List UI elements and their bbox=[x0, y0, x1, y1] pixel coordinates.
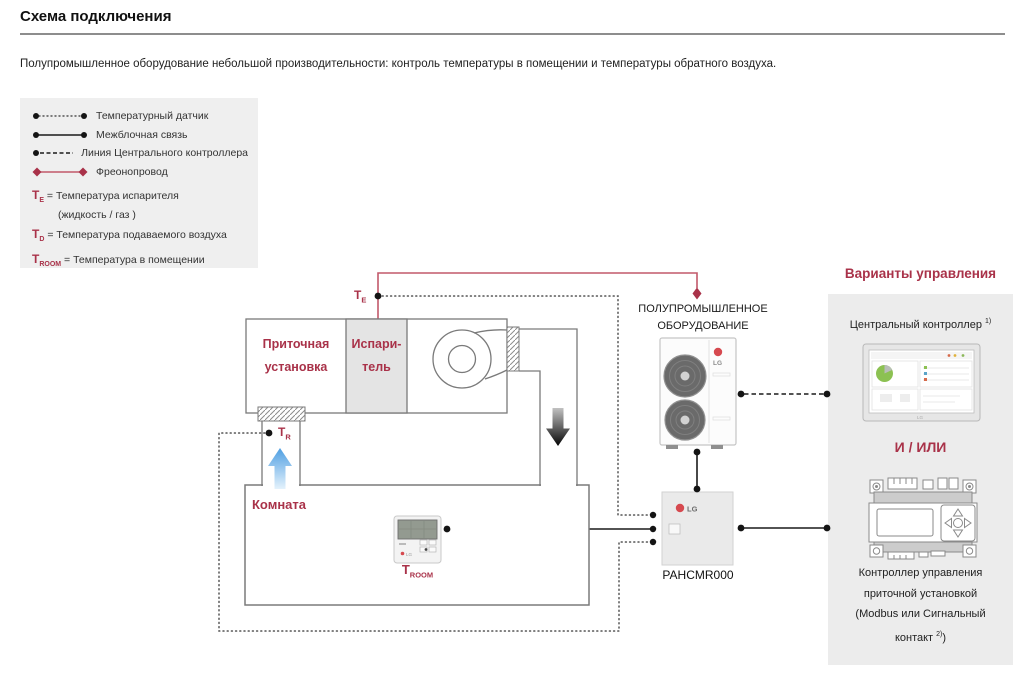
lg-logo-icon bbox=[401, 552, 405, 556]
legend-item-interunit-link bbox=[32, 126, 248, 145]
td-subscript: D bbox=[39, 236, 45, 244]
legend-label: Температурный датчик bbox=[96, 110, 209, 123]
td-definition-text: = Температура подаваемого воздуха bbox=[44, 229, 227, 242]
te-sensor-label: $T_E$ bbox=[354, 288, 367, 305]
legend-item-temperature-sensor bbox=[32, 107, 248, 126]
evaporator-section-label: Испари- тель bbox=[351, 337, 402, 374]
outdoor-fan-bottom bbox=[665, 400, 705, 440]
tr-sensor-dot bbox=[266, 430, 273, 437]
td-symbol: T bbox=[32, 227, 40, 242]
ahu-section-label: Приточная установка bbox=[262, 337, 330, 374]
page-subtitle: Полупромышленное оборудование небольшой производительности: контроль температуры в помещении и температуры обратного воздуха. bbox=[20, 58, 777, 70]
te-subscript: E bbox=[39, 197, 45, 205]
svg-text:LG: LG bbox=[917, 415, 924, 420]
page-title: Схема подключения bbox=[20, 8, 172, 25]
hatch-connector-return bbox=[258, 407, 305, 421]
legend-definitions bbox=[32, 188, 248, 272]
dotted-line-marker bbox=[32, 111, 88, 121]
panel-solid-dot bbox=[824, 525, 831, 532]
airflow-down-arrow bbox=[546, 408, 570, 446]
outdoor-unit-label: ПОЛУПРОМЫШЛЕННОЕ ОБОРУДОВАНИЕ bbox=[638, 303, 768, 332]
hatch-connector-supply bbox=[507, 327, 519, 371]
te-sensor-dot bbox=[375, 293, 382, 300]
troom-sensor-label: $T_{ROOM}$ bbox=[401, 562, 434, 580]
troom-symbol: T bbox=[32, 252, 40, 267]
lg-logo-text: LG bbox=[687, 504, 698, 514]
lg-logo-icon bbox=[714, 348, 722, 356]
te-symbol: T bbox=[32, 188, 40, 202]
outdoor-cable-dot bbox=[694, 449, 701, 456]
legend-item-freon-pipe bbox=[32, 163, 248, 182]
panel-dashed-dot bbox=[824, 391, 831, 398]
dashed-line-marker bbox=[32, 148, 73, 158]
freon-arrow-diamond bbox=[693, 288, 702, 300]
pahcmr-model-label: PAHCMR000 bbox=[662, 568, 734, 582]
pahcmr-input-dot-3 bbox=[650, 539, 656, 545]
legend-label: Межблочная связь bbox=[96, 128, 188, 141]
pahcmr-top-dot bbox=[694, 486, 701, 493]
central-controller-label: Центральный контроллер $^{1)}$ bbox=[849, 318, 992, 331]
room-thermostat bbox=[394, 516, 441, 563]
title-divider bbox=[20, 33, 1005, 35]
outdoor-fan-top bbox=[664, 355, 706, 397]
pahcmr-controller-box bbox=[662, 492, 733, 565]
pahcmr-input-dot-1 bbox=[650, 512, 656, 518]
legend-item-central-controller-line bbox=[32, 144, 248, 163]
supply-duct-outer-wall bbox=[519, 329, 577, 486]
troom-subscript: ROOM bbox=[39, 261, 62, 269]
outdoor-dashed-dot bbox=[738, 391, 745, 398]
din-controller-label: Контроллер управления приточной установкой (Modbus или Сигнальный контакт $^{2)}$) bbox=[855, 567, 986, 644]
te-definition-text2: (жидкость / газ ) bbox=[58, 209, 136, 222]
outdoor-unit bbox=[660, 338, 736, 449]
solid-line-marker bbox=[32, 130, 88, 140]
lg-logo-text: LG bbox=[713, 360, 723, 367]
legend-label: Линия Центрального контроллера bbox=[81, 147, 248, 160]
footnote-1: 1) bbox=[985, 318, 992, 325]
freon-line-marker bbox=[32, 166, 88, 178]
tr-sensor-label: $T_R$ bbox=[278, 425, 291, 442]
lg-logo-icon bbox=[676, 504, 684, 512]
thermostat-cable-dot bbox=[444, 526, 451, 533]
supply-duct-inner-wall bbox=[519, 371, 540, 486]
troom-definition-text: = Температура в помещении bbox=[61, 254, 205, 267]
definition-td bbox=[32, 227, 248, 247]
svg-text:LG: LG bbox=[406, 552, 413, 557]
footnote-2: 2) bbox=[936, 630, 943, 638]
room-label: Комната bbox=[252, 497, 306, 512]
definition-troom bbox=[32, 252, 248, 272]
thermostat-display bbox=[398, 520, 437, 539]
legend-label: Фреонопровод bbox=[96, 165, 168, 178]
options-panel-title: Варианты управления bbox=[844, 266, 997, 281]
legend bbox=[20, 98, 258, 268]
controller-button bbox=[669, 524, 680, 534]
and-or-label: И / ИЛИ bbox=[894, 439, 947, 455]
definition-te bbox=[32, 188, 248, 208]
pahcmr-right-dot bbox=[738, 525, 745, 532]
te-definition-text: = Температура испарителя bbox=[44, 190, 179, 202]
pahcmr-input-dot-2 bbox=[650, 526, 656, 532]
central-controller-image bbox=[863, 344, 980, 421]
